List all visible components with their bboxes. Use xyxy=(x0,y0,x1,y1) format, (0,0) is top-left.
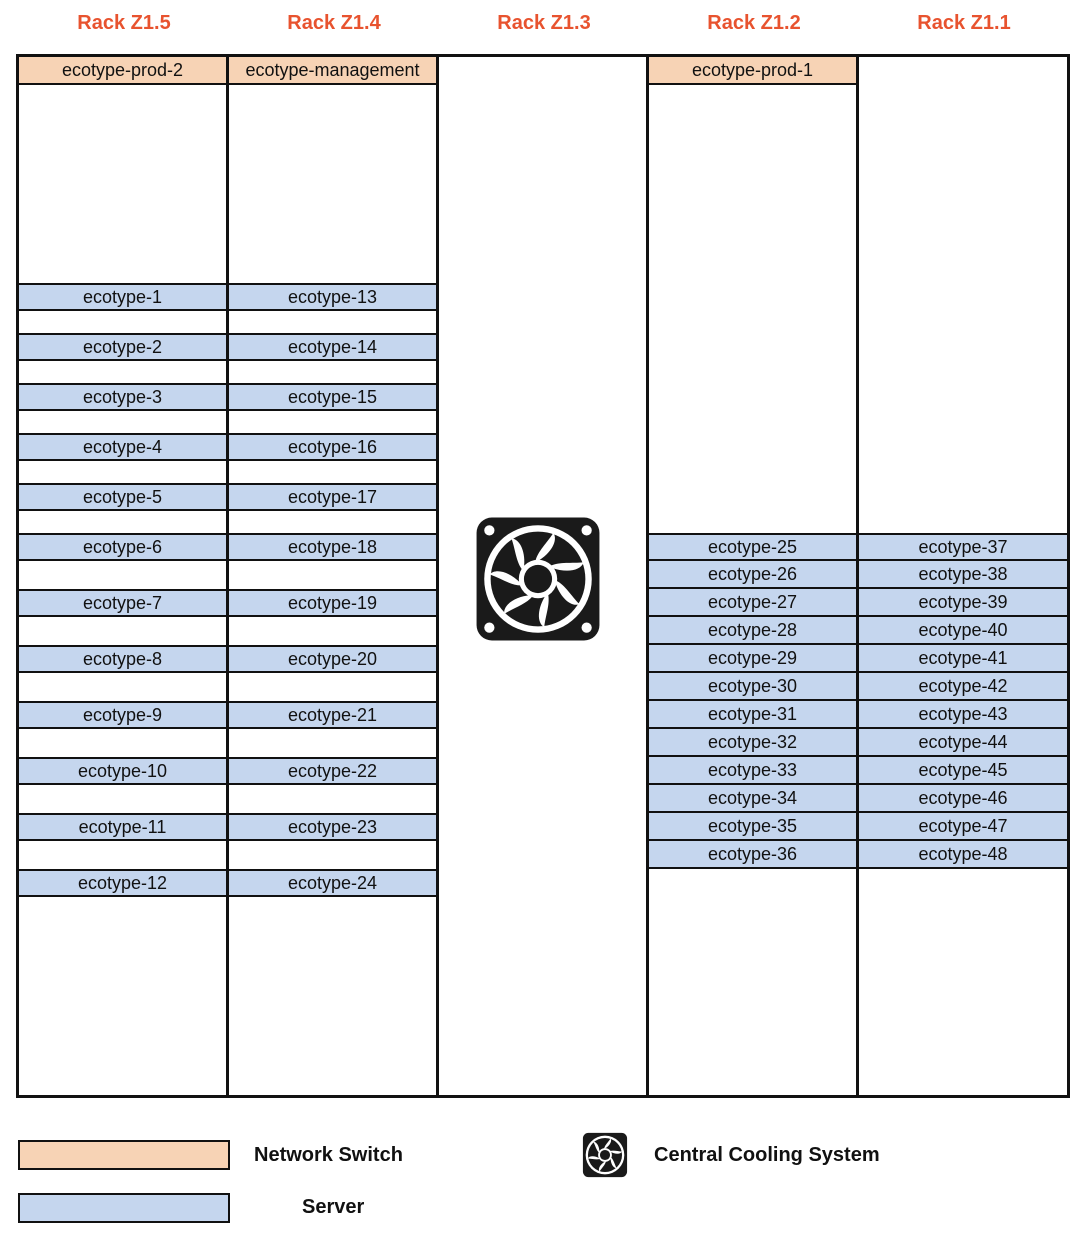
server-slot: ecotype-11 xyxy=(19,813,226,841)
network-switch: ecotype-management xyxy=(229,57,436,85)
server-slot: ecotype-33 xyxy=(649,757,856,785)
server-slot: ecotype-25 xyxy=(649,533,856,561)
server-slot: ecotype-28 xyxy=(649,617,856,645)
server-slot: ecotype-19 xyxy=(229,589,436,617)
server-slot: ecotype-22 xyxy=(229,757,436,785)
server-slot: ecotype-48 xyxy=(859,841,1067,869)
server-slot: ecotype-42 xyxy=(859,673,1067,701)
server-slot: ecotype-38 xyxy=(859,561,1067,589)
server-slot: ecotype-3 xyxy=(19,383,226,411)
rack-divider xyxy=(436,54,439,1098)
server-slot: ecotype-32 xyxy=(649,729,856,757)
server-slot: ecotype-16 xyxy=(229,433,436,461)
server-slot: ecotype-10 xyxy=(19,757,226,785)
server-slot: ecotype-37 xyxy=(859,533,1067,561)
legend-switch-label: Network Switch xyxy=(254,1144,403,1166)
server-slot: ecotype-36 xyxy=(649,841,856,869)
server-slot: ecotype-5 xyxy=(19,483,226,511)
server-slot: ecotype-47 xyxy=(859,813,1067,841)
legend-server-swatch xyxy=(18,1193,230,1223)
server-slot: ecotype-20 xyxy=(229,645,436,673)
server-slot: ecotype-24 xyxy=(229,869,436,897)
server-slot: ecotype-13 xyxy=(229,283,436,311)
server-slot: ecotype-12 xyxy=(19,869,226,897)
rack-header-z1-1: Rack Z1.1 xyxy=(917,12,1011,34)
rack-divider xyxy=(226,54,229,1098)
server-slot: ecotype-43 xyxy=(859,701,1067,729)
server-slot: ecotype-14 xyxy=(229,333,436,361)
server-slot: ecotype-45 xyxy=(859,757,1067,785)
server-slot: ecotype-30 xyxy=(649,673,856,701)
rack-header-z1-4: Rack Z1.4 xyxy=(287,12,381,34)
server-slot: ecotype-7 xyxy=(19,589,226,617)
server-slot: ecotype-4 xyxy=(19,433,226,461)
server-slot: ecotype-8 xyxy=(19,645,226,673)
fan-icon xyxy=(474,515,602,643)
network-switch: ecotype-prod-1 xyxy=(649,57,856,85)
server-slot: ecotype-44 xyxy=(859,729,1067,757)
server-slot: ecotype-39 xyxy=(859,589,1067,617)
server-slot: ecotype-27 xyxy=(649,589,856,617)
server-slot: ecotype-6 xyxy=(19,533,226,561)
server-slot: ecotype-1 xyxy=(19,283,226,311)
legend-fan-icon xyxy=(582,1132,628,1178)
server-slot: ecotype-23 xyxy=(229,813,436,841)
legend-switch-swatch xyxy=(18,1140,230,1170)
rack-header-z1-2: Rack Z1.2 xyxy=(707,12,801,34)
server-slot: ecotype-41 xyxy=(859,645,1067,673)
server-slot: ecotype-15 xyxy=(229,383,436,411)
rack-header-z1-5: Rack Z1.5 xyxy=(77,12,171,34)
server-slot: ecotype-2 xyxy=(19,333,226,361)
server-slot: ecotype-46 xyxy=(859,785,1067,813)
server-slot: ecotype-35 xyxy=(649,813,856,841)
network-switch: ecotype-prod-2 xyxy=(19,57,226,85)
legend-cooling-label: Central Cooling System xyxy=(654,1144,880,1166)
server-slot: ecotype-21 xyxy=(229,701,436,729)
server-slot: ecotype-17 xyxy=(229,483,436,511)
server-slot: ecotype-18 xyxy=(229,533,436,561)
server-slot: ecotype-29 xyxy=(649,645,856,673)
server-slot: ecotype-34 xyxy=(649,785,856,813)
rack-header-z1-3: Rack Z1.3 xyxy=(497,12,591,34)
server-slot: ecotype-31 xyxy=(649,701,856,729)
server-slot: ecotype-40 xyxy=(859,617,1067,645)
server-slot: ecotype-9 xyxy=(19,701,226,729)
legend-server-label: Server xyxy=(302,1196,365,1218)
server-slot: ecotype-26 xyxy=(649,561,856,589)
